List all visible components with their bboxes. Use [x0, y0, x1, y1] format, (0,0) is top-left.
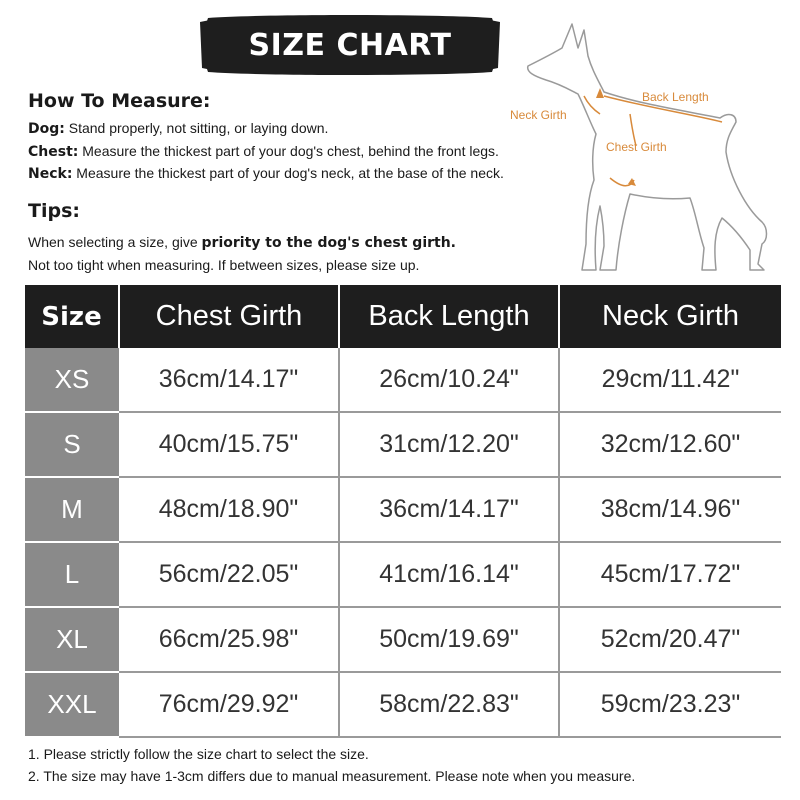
how-to-measure-heading: How To Measure:: [28, 90, 211, 112]
page-title: SIZE CHART: [248, 27, 452, 63]
title-banner: [200, 12, 500, 78]
size-table: [25, 285, 781, 738]
size-cell: S: [25, 412, 119, 477]
chest-instruction: [28, 143, 499, 160]
table-row: [25, 412, 781, 477]
neck-text: Measure the thickest part of your dog's neck, at the base of the neck.: [72, 165, 504, 181]
chest-label: Chest:: [28, 144, 79, 160]
table-row: [25, 607, 781, 672]
table-row: [25, 672, 781, 737]
table-row: [25, 477, 781, 542]
dog-instruction: [28, 120, 328, 137]
size-cell: XXL: [25, 672, 119, 737]
size-cell: M: [25, 477, 119, 542]
tip-line-2: Not too tight when measuring. If between sizes, please size up.: [28, 257, 420, 273]
dog-text: Stand properly, not sitting, or laying down.: [64, 120, 329, 136]
chest-girth-label: Chest Girth: [606, 140, 667, 154]
tip-line-1: [28, 234, 456, 251]
note-2: 2. The size may have 1-3cm differs due to manual measurement. Please note when you measure.: [28, 768, 636, 784]
back-cell: 41cm/16.14": [339, 542, 559, 607]
chest-cell: 66cm/25.98": [119, 607, 339, 672]
table-row: [25, 542, 781, 607]
chest-cell: 56cm/22.05": [119, 542, 339, 607]
back-cell: 36cm/14.17": [339, 477, 559, 542]
chest-text: Measure the thickest part of your dog's chest, behind the front legs.: [78, 143, 499, 159]
header-back-length: Back Length: [339, 285, 559, 348]
neck-cell: 29cm/11.42": [559, 348, 781, 412]
header-chest-girth: Chest Girth: [119, 285, 339, 348]
tip-prefix: When selecting a size, give: [28, 234, 202, 250]
header-neck-girth: Neck Girth: [559, 285, 781, 348]
back-cell: 31cm/12.20": [339, 412, 559, 477]
back-cell: 58cm/22.83": [339, 672, 559, 737]
neck-cell: 38cm/14.96": [559, 477, 781, 542]
neck-cell: 59cm/23.23": [559, 672, 781, 737]
header-size: Size: [25, 285, 119, 348]
size-cell: XS: [25, 348, 119, 412]
neck-cell: 32cm/12.60": [559, 412, 781, 477]
neck-instruction: [28, 165, 504, 182]
chest-cell: 76cm/29.92": [119, 672, 339, 737]
chest-cell: 36cm/14.17": [119, 348, 339, 412]
dog-label: Dog:: [28, 121, 65, 137]
chest-cell: 48cm/18.90": [119, 477, 339, 542]
neck-cell: 52cm/20.47": [559, 607, 781, 672]
dog-diagram: [500, 18, 790, 278]
size-cell: XL: [25, 607, 119, 672]
back-length-label: Back Length: [642, 90, 709, 104]
neck-cell: 45cm/17.72": [559, 542, 781, 607]
tip-priority: priority to the dog's chest girth.: [201, 235, 456, 251]
note-1: 1. Please strictly follow the size chart to select the size.: [28, 746, 369, 762]
chest-cell: 40cm/15.75": [119, 412, 339, 477]
size-cell: L: [25, 542, 119, 607]
back-cell: 50cm/19.69": [339, 607, 559, 672]
neck-label: Neck:: [28, 166, 73, 182]
table-header-row: [25, 285, 781, 348]
back-cell: 26cm/10.24": [339, 348, 559, 412]
neck-girth-label: Neck Girth: [510, 108, 567, 122]
tips-heading: Tips:: [28, 200, 80, 222]
table-row: [25, 348, 781, 412]
